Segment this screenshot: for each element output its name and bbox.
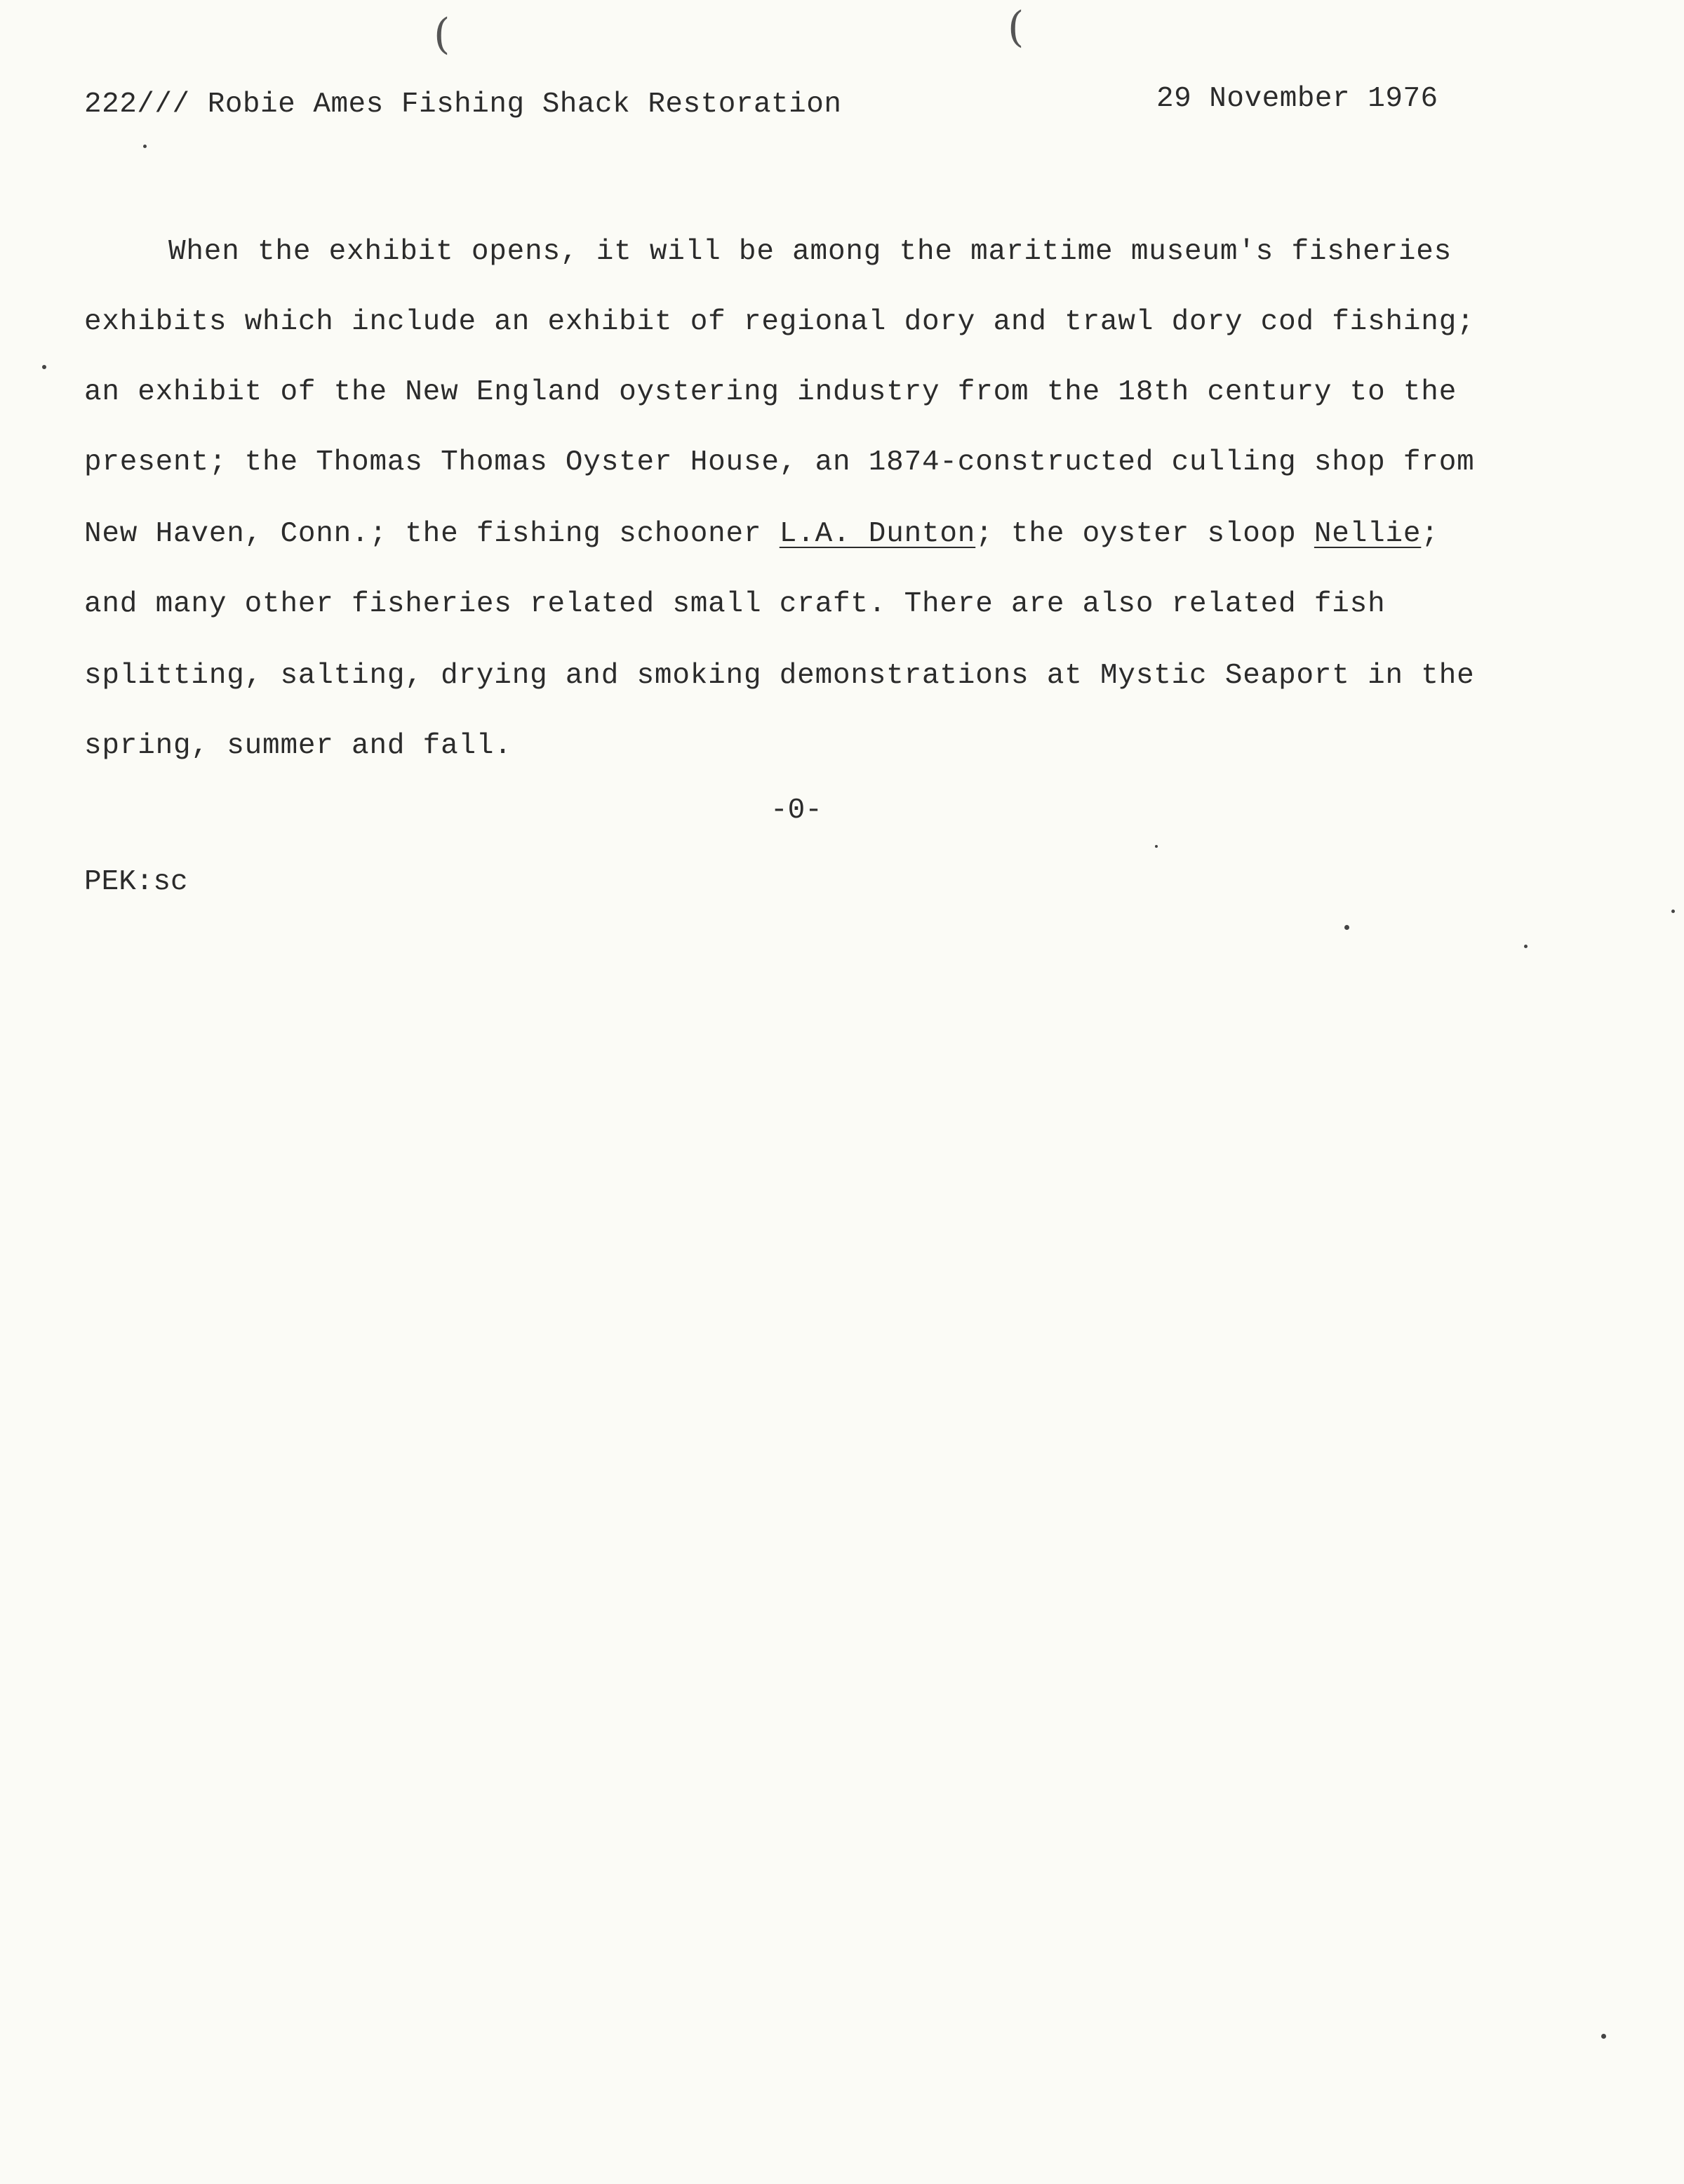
body-line <box>84 660 1475 692</box>
body-text-run: spring, summer and fall. <box>84 730 512 762</box>
body-text-run: exhibits which include an exhibit of regional dory and trawl dory cod fishing; <box>84 306 1475 338</box>
paper-speck <box>1155 845 1158 848</box>
paper-speck <box>42 365 46 369</box>
document-reference: 222/// Robie Ames Fishing Shack Restoration <box>84 88 842 121</box>
vessel-name: L.A. Dunton <box>779 518 976 550</box>
body-text-run: New Haven, Conn.; the fishing schooner <box>84 518 780 550</box>
body-text-run: ; <box>1421 518 1439 550</box>
body-text-run: and many other fisheries related small craft. There are also related fish <box>84 588 1386 620</box>
end-mark: -0- <box>770 794 822 827</box>
body-line <box>84 376 1457 408</box>
body-text-run: ; the oyster sloop <box>975 518 1314 550</box>
paper-speck <box>1601 2034 1606 2039</box>
document-date: 29 November 1976 <box>1156 83 1438 115</box>
body-line <box>84 446 1475 479</box>
paper-speck <box>1671 910 1675 913</box>
body-line <box>84 518 1439 550</box>
punch-mark-right: ( <box>1008 3 1024 52</box>
paper-speck <box>1344 925 1349 930</box>
body-line <box>84 730 512 762</box>
paper-speck <box>1524 945 1528 948</box>
body-text-run: When the exhibit opens, it will be among the maritime museum's fisheries <box>168 236 1452 268</box>
vessel-name: Nellie <box>1314 518 1422 550</box>
body-text-run: present; the Thomas Thomas Oyster House, an 1874-constructed culling shop from <box>84 446 1475 479</box>
body-line <box>84 588 1386 620</box>
typist-initials: PEK:sc <box>84 866 188 898</box>
punch-mark-left: ( <box>434 10 450 59</box>
paper-speck <box>143 145 147 148</box>
body-line <box>84 306 1475 338</box>
body-line <box>168 236 1452 268</box>
body-text-run: splitting, salting, drying and smoking demonstrations at Mystic Seaport in the <box>84 660 1475 692</box>
body-text-run: an exhibit of the New England oystering industry from the 18th century to the <box>84 376 1457 408</box>
